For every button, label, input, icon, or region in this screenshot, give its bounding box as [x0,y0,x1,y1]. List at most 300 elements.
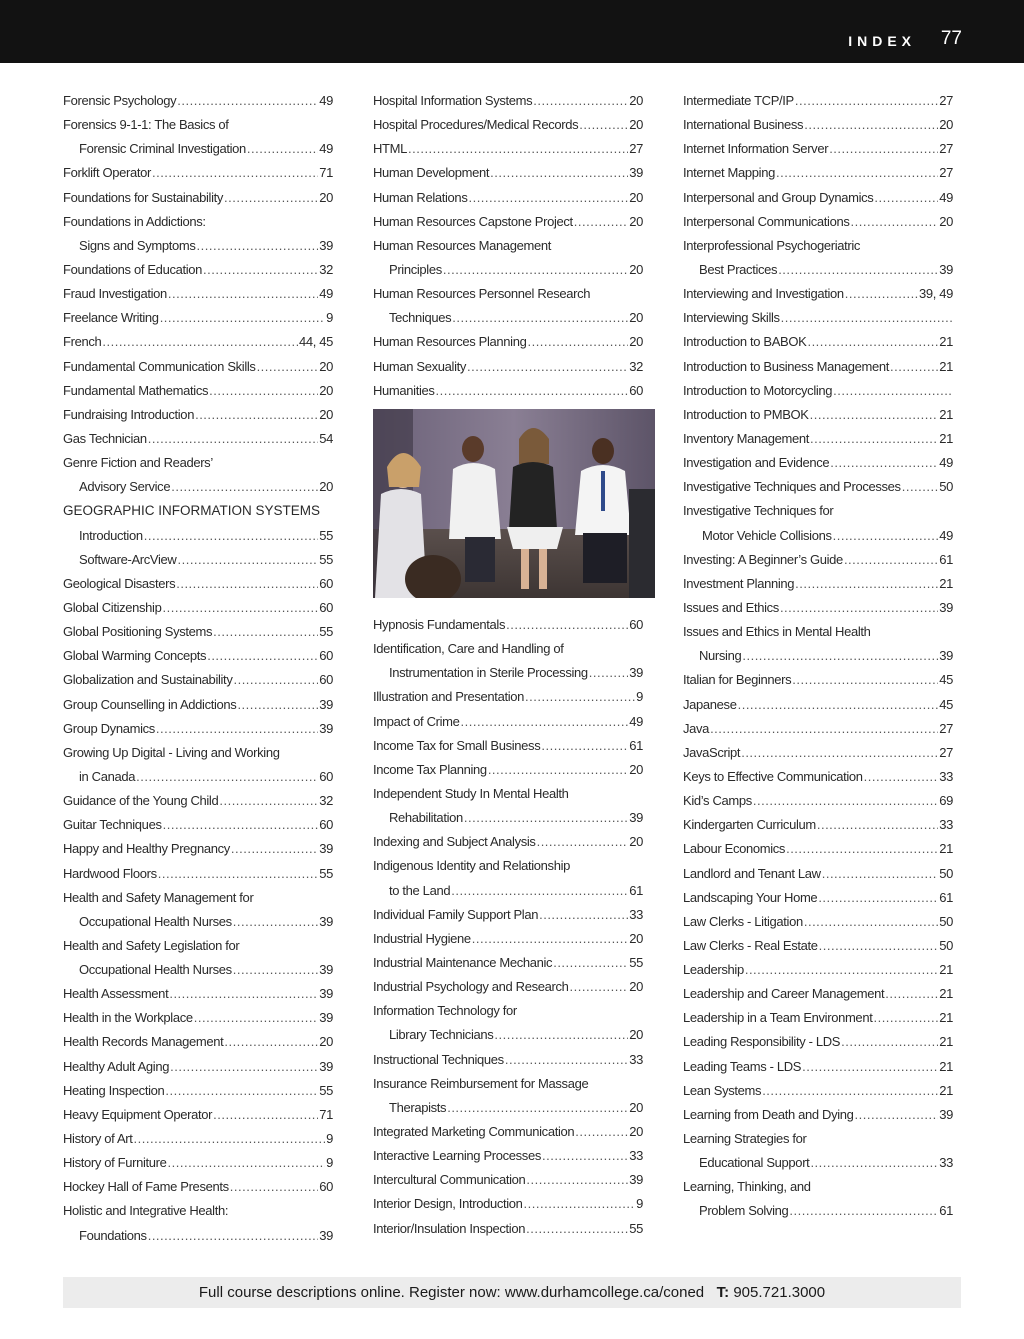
dot-leader [819,934,939,958]
index-entry: Issues and Ethics in Mental Health [683,624,871,640]
entry-page: 21 [939,334,953,350]
index-entry [63,982,333,1006]
dot-leader [533,89,628,113]
dot-leader [144,524,319,548]
dot-leader [169,982,318,1006]
dot-leader [574,210,628,234]
entry-title: Law Clerks - Litigation [683,913,803,929]
index-entry [373,306,643,330]
entry-page: 21 [939,1010,953,1026]
entry-page: 50 [939,479,953,495]
index-entry [63,355,333,379]
dot-leader [163,813,319,837]
index-entry [683,813,953,837]
entry-title: Interior/Insulation Inspection [373,1220,526,1236]
entry-page: 20 [629,189,643,205]
index-entry [373,1096,643,1120]
index-entry [63,330,333,354]
index-entry [683,524,953,548]
entry-title: Forensic Psychology [63,93,177,108]
dot-leader [257,355,319,379]
entry-page: 27 [629,141,643,157]
entry-title: Human Resources Planning [373,334,527,350]
dot-leader [233,958,318,982]
index-entry [63,620,333,644]
index-entry [373,806,643,830]
dot-leader [168,282,318,306]
entry-page: 60 [319,768,333,784]
index-entry [373,685,643,709]
dot-leader [231,837,318,861]
section-title: INDEX [848,33,916,49]
entry-page: 21 [939,358,953,374]
entry-title: Fundamental Mathematics [63,382,209,398]
entry-page: 9 [636,1196,643,1212]
dot-leader [464,806,628,830]
entry-title: Heating Inspection [63,1082,165,1098]
dot-leader [822,862,939,886]
entry-page: 60 [319,1179,333,1195]
dot-leader [789,1199,938,1223]
entry-title: Foundations [79,1227,147,1243]
index-entry [63,1006,333,1030]
entry-title: to the Land [389,882,451,898]
index-entry [373,830,643,854]
entry-title: Foundations for Sustainability [63,189,224,205]
entry-page: 55 [319,1082,333,1098]
index-entry [63,282,333,306]
entry-title: Issues and Ethics [683,599,779,615]
entry-title: Lean Systems [683,1082,762,1098]
entry-title: Principles [389,261,442,277]
entry-page: 21 [939,1034,953,1050]
index-entry [373,258,643,282]
dot-leader [802,1055,938,1079]
entry-page: 39 [319,720,333,736]
entry-title: Introduction to BABOK [683,334,807,350]
dot-leader [134,1127,326,1151]
dot-leader [526,1217,628,1241]
entry-title: Illustration and Presentation [373,689,525,705]
index-entry [683,741,953,765]
entry-title: Fundraising Introduction [63,406,195,422]
entry-title: Interior Design, Introduction [373,1196,523,1212]
entry-title: Hockey Hall of Fame Presents [63,1179,229,1195]
dot-leader [542,1144,628,1168]
index-entry [683,668,953,692]
entry-title: Rehabilitation [389,810,463,826]
dot-leader [505,1048,628,1072]
index-entry: Holistic and Integrative Health: [63,1203,229,1219]
entry-page: 39 [319,1010,333,1026]
entry-page: 9 [326,1131,333,1147]
index-entry [373,379,643,403]
dot-leader [526,1168,628,1192]
entry-page: 39 [629,165,643,181]
entry-title: Industrial Psychology and Research [373,979,569,995]
entry-page: 20 [939,213,953,229]
entry-title: Kid’s Camps [683,793,752,809]
entry-title: HTML [373,141,407,157]
dot-leader [845,282,918,306]
entry-page: 32 [319,261,333,277]
index-entry [63,644,333,668]
dot-leader [844,548,938,572]
index-entry [373,137,643,161]
index-entry: Learning, Thinking, and [683,1179,811,1195]
index-entry [373,161,643,185]
dot-leader [810,1151,938,1175]
entry-page: 55 [629,954,643,970]
dot-leader [230,1175,318,1199]
entry-page: 32 [319,793,333,809]
entry-title: Introduction to Motorcycling [683,382,833,398]
entry-page: 20 [319,189,333,205]
index-entry [683,1055,953,1079]
entry-title: Java [683,720,710,736]
index-entry [683,306,953,330]
entry-title: Labour Economics [683,841,786,857]
entry-page: 20 [629,117,643,133]
dot-leader [890,355,938,379]
index-entry [683,403,953,427]
phone-number: 905.721.3000 [733,1284,826,1301]
index-column-3 [683,89,953,1224]
dot-leader [525,685,635,709]
entry-title: Fundamental Communication Skills [63,358,256,374]
index-entry [683,789,953,813]
entry-page: 33 [939,1155,953,1171]
index-entry [63,862,333,886]
index-entry [63,668,333,692]
entry-title: Group Counselling in Addictions [63,696,237,712]
entry-page: 39 [319,986,333,1002]
index-entry [683,1079,953,1103]
entry-page: 44, 45 [298,334,333,350]
phone-label: T: [716,1284,730,1301]
entry-title: Fraud Investigation [63,286,167,302]
index-entry [373,661,643,685]
index-entry [63,765,333,789]
entry-page: 60 [319,672,333,688]
entry-page: 39, 49 [918,286,953,302]
index-entry [63,548,333,572]
dot-leader [781,306,952,330]
index-entry [683,548,953,572]
index-entry [683,1151,953,1175]
dot-leader [452,306,628,330]
entry-title: Forklift Operator [63,165,151,181]
dot-leader [506,613,628,637]
index-entry [63,1079,333,1103]
index-entry [63,403,333,427]
entry-page: 60 [319,575,333,591]
entry-title: Kindergarten Curriculum [683,817,816,833]
entry-title: Internet Information Server [683,141,829,157]
entry-page: 20 [319,358,333,374]
dot-leader [742,644,938,668]
entry-title: Leading Teams - LDS [683,1058,802,1074]
entry-page: 39 [939,599,953,615]
dot-leader [810,403,939,427]
dot-leader [833,379,952,403]
entry-title: Best Practices [699,261,778,277]
dot-leader [490,161,628,185]
entry-page: 33 [939,817,953,833]
entry-title: Occupational Health Nurses [79,913,232,929]
index-entry [63,837,333,861]
entry-title: Integrated Marketing Communication [373,1123,575,1139]
entry-title: History of Furniture [63,1155,167,1171]
entry-title: Law Clerks - Real Estate [683,937,818,953]
dot-leader [488,758,628,782]
index-entry [683,210,953,234]
dot-leader [176,572,318,596]
index-entry [63,475,333,499]
entry-title: Intermediate TCP/IP [683,93,794,108]
entry-title: Guitar Techniques [63,817,162,833]
entry-page: 20 [629,310,643,326]
dot-leader [436,379,629,403]
entry-page: 49 [939,189,953,205]
index-entry [683,379,953,403]
entry-page: 20 [319,479,333,495]
entry-page: 60 [629,617,643,632]
entry-title: Foundations of Education [63,261,203,277]
entry-page: 49 [319,286,333,302]
index-entry: Health and Safety Legislation for [63,937,240,953]
index-entry [683,161,953,185]
dot-leader [710,717,938,741]
entry-title: Techniques [389,310,452,326]
dot-leader [168,1151,326,1175]
entry-page: 21 [939,1082,953,1098]
dot-leader [224,186,318,210]
entry-title: Income Tax Planning [373,761,487,777]
dot-leader [745,958,938,982]
entry-title: Leadership in a Team Environment [683,1010,873,1026]
dot-leader [527,330,628,354]
entry-page: 69 [939,793,953,809]
index-entry [683,837,953,861]
entry-page: 49 [939,527,953,543]
dot-leader [579,113,628,137]
entry-title: Landlord and Tenant Law [683,865,821,881]
index-entry: Identification, Care and Handling of [373,641,564,657]
dot-leader [162,596,318,620]
dot-leader [408,137,628,161]
entry-title: Intercultural Communication [373,1172,526,1188]
index-entry [373,951,643,975]
entry-title: Group Dynamics [63,720,155,736]
index-entry [683,89,953,113]
index-entry [63,1103,333,1127]
dot-leader [851,210,939,234]
dot-leader [207,644,318,668]
dot-leader [804,910,938,934]
dot-leader [589,661,628,685]
index-column-1 [63,89,333,1248]
index-entry [373,1217,643,1241]
index-entry [373,89,643,113]
dot-leader [165,1079,318,1103]
entry-title: Japanese [683,696,737,712]
dot-leader [776,161,938,185]
entry-page: 21 [939,841,953,857]
entry-page: 27 [939,141,953,157]
entry-page: 55 [319,865,333,881]
dot-leader [753,789,938,813]
entry-page: 49 [939,455,953,471]
entry-title: Interpersonal Communications [683,213,850,229]
footer-text: Full course descriptions online. Register now: www.durhamcollege.ca/coned [198,1284,705,1301]
entry-title: Leadership [683,962,744,978]
index-entry: Health and Safety Management for [63,889,254,905]
entry-page: 50 [939,937,953,953]
entry-page: 71 [319,165,333,181]
dot-leader [762,1079,938,1103]
entry-title: Individual Family Support Plan [373,906,539,922]
entry-title: Heavy Equipment Operator [63,1106,213,1122]
entry-title: Hardwood Floors [63,865,157,881]
dot-leader [209,379,318,403]
index-entry [63,379,333,403]
entry-page: 39 [629,1172,643,1188]
index-entry [373,330,643,354]
entry-title: Investigative Techniques and Processes [683,479,901,495]
entry-page: 20 [629,979,643,995]
index-entry [63,693,333,717]
entry-page: 39 [629,665,643,681]
entry-title: Internet Mapping [683,165,775,181]
entry-page: 39 [319,841,333,857]
index-entry [373,975,643,999]
dot-leader [833,524,939,548]
index-entry: Genre Fiction and Readers’ [63,455,213,471]
index-entry [683,958,953,982]
entry-page: 20 [629,1027,643,1043]
entry-page: 60 [629,382,643,398]
entry-title: Instrumentation in Sterile Processing [389,665,588,681]
entry-title: Indexing and Subject Analysis [373,834,536,850]
entry-title: International Business [683,117,804,133]
index-entry [683,886,953,910]
index-entry [63,524,333,548]
index-entry [683,427,953,451]
dot-leader [494,1023,628,1047]
index-entry [63,1224,333,1248]
entry-page: 21 [939,575,953,591]
entry-page: 39 [319,1227,333,1243]
dot-leader [864,765,939,789]
index-entry [373,355,643,379]
dot-leader [738,693,939,717]
dot-leader [237,693,318,717]
entry-page: 55 [629,1220,643,1236]
dot-leader [468,186,628,210]
index-entry [683,693,953,717]
index-entry [683,596,953,620]
dot-leader [233,910,318,934]
entry-page: 61 [939,889,953,905]
entry-page: 60 [319,648,333,664]
index-column-2-bottom [373,613,643,1241]
entry-page: 49 [629,713,643,729]
dot-leader [171,475,318,499]
entry-title: Humanities [373,382,435,398]
dot-leader [810,427,938,451]
page-header-bar [0,0,1024,63]
index-entry [683,765,953,789]
dot-leader [818,886,938,910]
dot-leader [152,161,318,185]
entry-title: French [63,334,102,350]
entry-page: 32 [629,358,643,374]
entry-title: Motor Vehicle Collisions [702,527,832,543]
index-entry [63,1151,333,1175]
dot-leader [247,137,318,161]
index-entry [373,210,643,234]
entry-page: 20 [319,406,333,422]
entry-title: Investigation and Evidence [683,455,830,471]
entry-title: Health Assessment [63,986,169,1002]
dot-leader [203,258,318,282]
entry-title: Geological Disasters [63,575,176,591]
entry-title: Investment Planning [683,575,795,591]
index-entry [373,186,643,210]
index-entry [373,734,643,758]
dot-leader [786,837,938,861]
entry-page: 27 [939,744,953,760]
entry-title: Industrial Hygiene [373,930,471,946]
entry-title: Global Citizenship [63,599,162,615]
index-entry [683,137,953,161]
index-entry [63,958,333,982]
dot-leader [233,668,318,692]
entry-page: 21 [939,1058,953,1074]
entry-page: 20 [629,930,643,946]
entry-page: 20 [629,213,643,229]
index-entry [63,161,333,185]
entry-title: Hypnosis Fundamentals [373,617,506,632]
dot-leader [177,89,318,113]
entry-page: 21 [939,962,953,978]
entry-page: 61 [629,737,643,753]
dot-leader [443,258,628,282]
entry-title: Hospital Procedures/Medical Records [373,117,579,133]
index-entry: Growing Up Digital - Living and Working [63,744,280,760]
photo-illustration [373,409,655,598]
entry-page: 9 [326,310,333,326]
entry-title: Interactive Learning Processes [373,1148,541,1164]
index-entry [373,113,643,137]
index-entry [683,186,953,210]
entry-page: 45 [939,672,953,688]
index-entry: Information Technology for [373,1003,517,1019]
entry-page: 27 [939,720,953,736]
dot-leader [804,113,938,137]
entry-page: 27 [939,165,953,181]
entry-title: Interpersonal and Group Dynamics [683,189,874,205]
entry-page: 9 [636,689,643,705]
index-entry [373,1120,643,1144]
index-entry [63,910,333,934]
entry-title: Income Tax for Small Business [373,737,541,753]
index-entry: Interprofessional Psychogeriatric [683,237,861,253]
entry-title: Human Sexuality [373,358,467,374]
entry-title: Software-ArcView [79,551,177,567]
index-entry [683,282,953,306]
